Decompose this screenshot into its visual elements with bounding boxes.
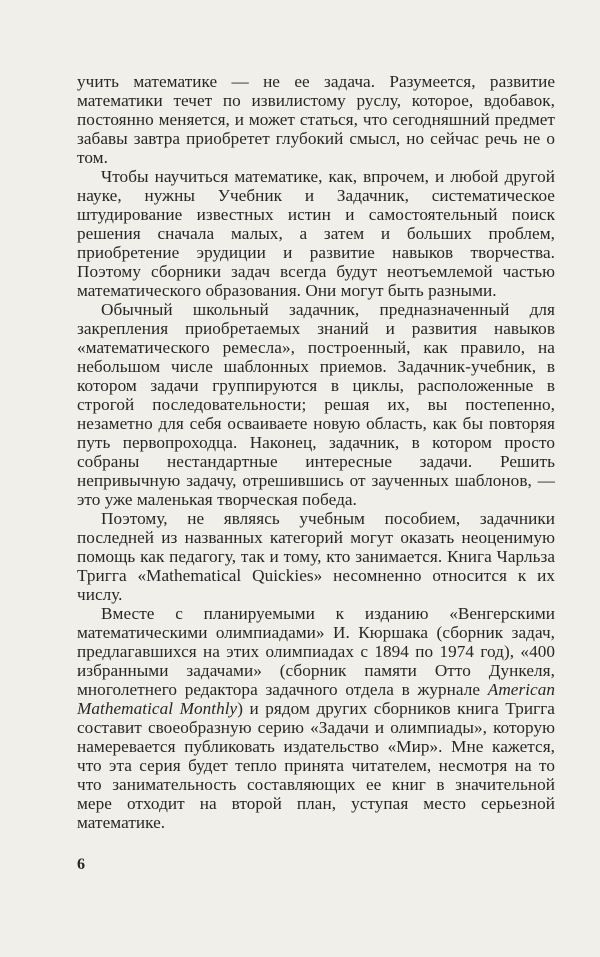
paragraph-5-start: Вместе с планируемыми к изданию «Венгерскими математическими олимпиадами» И. Кюршака (сборник задач, предлагавшихся на этих олимпиадах с 1894 по 1974 год), «400 избранными задачами» (сборник памяти Отто Дункеля, многолетнего редактора задачного отдела в журнале bbox=[77, 604, 555, 699]
paragraph-5-end: ) и рядом других сборников книга Тригга составит своеобразную серию «Задачи и олимпиады», которую намеревается публиковать издательство «Мир». Мне кажется, что эта серия будет тепло принята читателем, несмотря на то что занимательность составляющих ее книг в значительной мере отходит на второй план, уступая место серьезной математике. bbox=[77, 699, 555, 832]
journal-title: American Mathematical Monthly bbox=[77, 680, 555, 718]
paragraph-1: учить математике — не ее задача. Разумеется, развитие математики течет по извилистому руслу, которое, вдобавок, постоянно меняется, и может статься, что сегодняшний предмет забавы завтра приобретет глубокий смысл, но сейчас речь не о том. bbox=[77, 72, 555, 167]
paragraph-2: Чтобы научиться математике, как, впрочем, и любой другой науке, нужны Учебник и Задачник, систематическое штудирование известных истин и самостоятельный поиск решения сначала малых, а затем и больших проблем, приобретение эрудиции и развитие навыков творчества. Поэтому сборники задач всегда будут неотъемлемой частью математического образования. Они могут быть разными. bbox=[77, 167, 555, 300]
paragraph-5 bbox=[77, 604, 555, 832]
page-number: 6 bbox=[77, 856, 85, 873]
paragraph-4: Поэтому, не являясь учебным пособием, задачники последней из названных категорий могут оказать неоценимую помощь как педагогу, так и тому, кто занимается. Книга Чарльза Тригга «Mathematical Quickies» несомненно относится к их числу. bbox=[77, 509, 555, 604]
main-text bbox=[77, 72, 555, 832]
paragraph-3: Обычный школьный задачник, предназначенный для закрепления приобретаемых знаний и развития навыков «математического ремесла», построенный, как правило, на небольшом числе шаблонных приемов. Задачник-учебник, в котором задачи группируются в циклы, расположенные в строгой последовательности; решая их, вы постепенно, незаметно для себя осваиваете новую область, как бы повторяя путь первопроходца. Наконец, задачник, в котором просто собраны нестандартные интересные задачи. Решить непривычную задачу, отрешившись от заученных шаблонов, — это уже маленькая творческая победа. bbox=[77, 300, 555, 509]
